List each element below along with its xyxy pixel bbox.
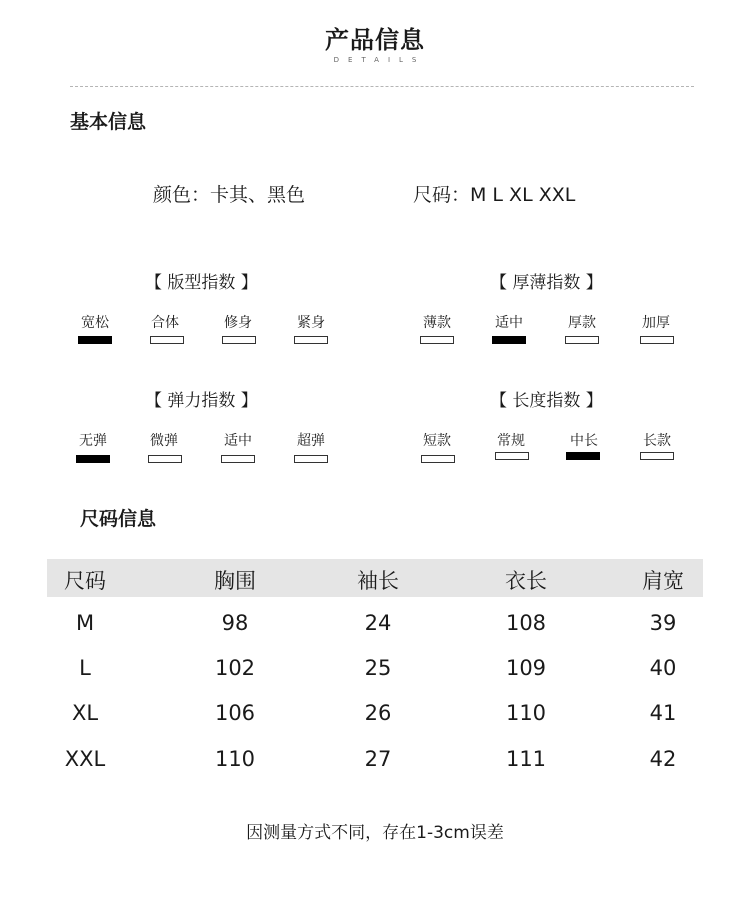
length-option-box — [566, 452, 600, 460]
elasticity-option-box — [294, 455, 328, 463]
table-header-cell: 袖长 — [357, 569, 399, 593]
color-info: 颜色：卡其、黑色 — [153, 184, 306, 206]
table-cell: XL — [71, 701, 99, 725]
thickness-option-label: 薄款 — [423, 315, 451, 331]
table-cell: XXL — [64, 747, 106, 771]
length-option-box — [421, 455, 455, 463]
fit-option-label: 修身 — [224, 315, 252, 331]
fit-option-box — [150, 336, 184, 344]
table-cell: 27 — [364, 747, 392, 771]
fit-option-label: 宽松 — [81, 315, 109, 331]
table-cell: L — [79, 656, 91, 680]
table-cell: 39 — [649, 611, 677, 635]
fit-index-title: 【 版型指数 】 — [145, 273, 258, 293]
length-option-box — [495, 452, 529, 460]
table-cell: 26 — [364, 701, 392, 725]
length-option-label: 常规 — [497, 433, 525, 449]
measurement-note: 因测量方式不同，存在1-3cm误差 — [246, 823, 504, 843]
length-index-title: 【 长度指数 】 — [490, 391, 603, 411]
table-cell: M — [75, 611, 95, 635]
table-header-cell: 胸围 — [214, 569, 256, 593]
length-option-label: 长款 — [643, 433, 671, 449]
table-header-cell: 尺码 — [64, 569, 106, 593]
thickness-option-box — [640, 336, 674, 344]
size-info-title: 尺码信息 — [80, 508, 157, 530]
table-header-cell: 肩宽 — [642, 569, 684, 593]
elasticity-option-label: 无弹 — [79, 433, 107, 449]
thickness-option-label: 厚款 — [568, 315, 596, 331]
fit-option-label: 紧身 — [297, 315, 325, 331]
thickness-option-box — [565, 336, 599, 344]
fit-option-box — [222, 336, 256, 344]
table-cell: 40 — [649, 656, 677, 680]
fit-option-box — [294, 336, 328, 344]
table-cell: 98 — [221, 611, 249, 635]
thickness-option-box — [420, 336, 454, 344]
elasticity-index-title: 【 弹力指数 】 — [145, 391, 258, 411]
size-list-info: 尺码：M L XL XXL — [413, 184, 576, 206]
thickness-option-label: 加厚 — [642, 315, 670, 331]
length-option-box — [640, 452, 674, 460]
fit-option-label: 合体 — [151, 315, 179, 331]
fit-option-box — [78, 336, 112, 344]
table-cell: 110 — [214, 747, 256, 771]
table-cell: 111 — [505, 747, 547, 771]
table-cell: 41 — [649, 701, 677, 725]
page-title: 产品信息 — [325, 26, 425, 54]
table-cell: 110 — [505, 701, 547, 725]
page-subtitle: DETAILS — [333, 56, 426, 64]
elasticity-option-label: 微弹 — [150, 433, 178, 449]
elasticity-option-label: 超弹 — [297, 433, 325, 449]
thickness-option-label: 适中 — [495, 315, 523, 331]
elasticity-option-box — [148, 455, 182, 463]
thickness-option-box — [492, 336, 526, 344]
table-cell: 109 — [505, 656, 547, 680]
length-option-label: 短款 — [423, 433, 451, 449]
elasticity-option-box — [76, 455, 110, 463]
table-cell: 108 — [505, 611, 547, 635]
dotted-divider — [70, 86, 694, 87]
elasticity-option-box — [221, 455, 255, 463]
table-cell: 102 — [214, 656, 256, 680]
table-cell: 24 — [364, 611, 392, 635]
table-cell: 42 — [649, 747, 677, 771]
basic-info-title: 基本信息 — [70, 111, 147, 133]
elasticity-option-label: 适中 — [224, 433, 252, 449]
thickness-index-title: 【 厚薄指数 】 — [490, 273, 603, 293]
table-cell: 106 — [214, 701, 256, 725]
table-header-cell: 衣长 — [505, 569, 547, 593]
table-cell: 25 — [364, 656, 392, 680]
length-option-label: 中长 — [570, 433, 598, 449]
